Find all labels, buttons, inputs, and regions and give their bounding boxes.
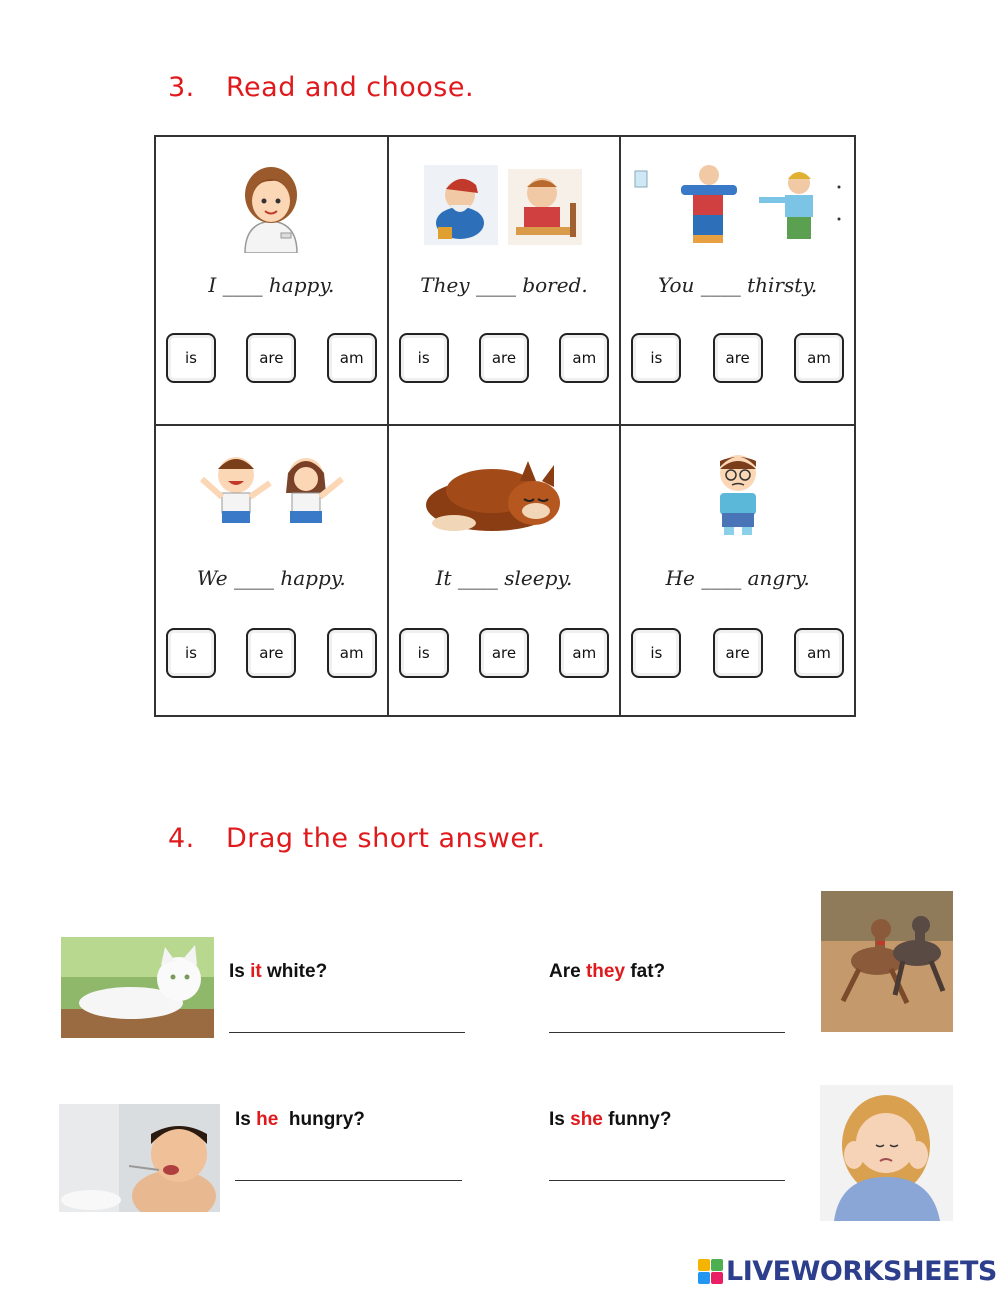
option-am[interactable]: am (794, 628, 844, 678)
option-am[interactable]: am (794, 333, 844, 383)
sentence-6: He ____ angry. (665, 566, 810, 590)
question-1-pre: Is (229, 961, 251, 982)
exercise-cell-1 (156, 137, 389, 426)
section-4-title: Drag the short answer. (226, 823, 546, 854)
question-4-pronoun: she (570, 1109, 603, 1130)
answer-field-2[interactable] (549, 1006, 785, 1033)
bored-kids-icon (389, 155, 620, 255)
sentence-5: It ____ sleepy. (435, 566, 573, 590)
option-is[interactable]: is (399, 333, 449, 383)
option-am[interactable]: am (327, 628, 377, 678)
section-3-number: 3. (168, 72, 195, 103)
question-3-pre: Is (235, 1109, 257, 1130)
sentence-3: You ____ thirsty. (658, 273, 818, 297)
option-am[interactable]: am (559, 333, 609, 383)
option-are[interactable]: are (713, 628, 763, 678)
exercise-cell-5 (389, 426, 622, 715)
sleepy-dog-icon (389, 444, 620, 544)
question-1-pronoun: it (250, 961, 262, 982)
option-is[interactable]: is (166, 333, 216, 383)
logo-square-l (698, 1259, 710, 1271)
options-row-3 (631, 333, 844, 383)
option-are[interactable]: are (479, 333, 529, 383)
question-2 (549, 961, 665, 983)
white-cat-photo (61, 937, 214, 1038)
logo-text: LIVEWORKSHEETS (726, 1256, 997, 1287)
nurse-girl-icon (156, 155, 387, 255)
options-row-4 (166, 628, 377, 678)
exercise-cell-4 (156, 426, 389, 715)
grumpy-girl-photo (820, 1085, 953, 1221)
option-is[interactable]: is (399, 628, 449, 678)
option-is[interactable]: is (166, 628, 216, 678)
option-are[interactable]: are (246, 628, 296, 678)
exercise-cell-2 (389, 137, 622, 426)
happy-kids-icon (156, 444, 387, 544)
logo-square-i (711, 1259, 723, 1271)
question-2-pronoun: they (585, 961, 626, 982)
option-is[interactable]: is (631, 628, 681, 678)
section-3-title: Read and choose. (226, 72, 475, 103)
read-and-choose-grid (154, 135, 856, 717)
question-1-post: white? (261, 961, 328, 982)
options-row-2 (399, 333, 610, 383)
liveworksheets-logo (698, 1256, 997, 1287)
options-row-6 (631, 628, 844, 678)
option-are[interactable]: are (713, 333, 763, 383)
options-row-1 (166, 333, 377, 383)
option-are[interactable]: are (479, 628, 529, 678)
answer-field-3[interactable] (235, 1154, 462, 1181)
question-1 (229, 961, 327, 983)
thirsty-kids-icon (621, 155, 854, 255)
option-am[interactable]: am (327, 333, 377, 383)
question-3-post: hungry? (278, 1109, 365, 1130)
question-4-pre: Is (549, 1109, 571, 1130)
logo-square-e (711, 1272, 723, 1284)
liveworksheets-logo-icon (698, 1259, 723, 1284)
answer-field-1[interactable] (229, 1006, 465, 1033)
option-is[interactable]: is (631, 333, 681, 383)
exercise-cell-6 (621, 426, 854, 715)
question-4-post: funny? (602, 1109, 672, 1130)
question-3 (235, 1109, 365, 1131)
eating-boy-photo (59, 1104, 220, 1212)
section-3-heading (168, 72, 474, 103)
question-2-pre: Are (549, 961, 586, 982)
option-am[interactable]: am (559, 628, 609, 678)
exercise-cell-3 (621, 137, 854, 426)
question-2-post: fat? (625, 961, 666, 982)
section-4-heading (168, 823, 546, 854)
logo-square-v (698, 1272, 710, 1284)
sentence-4: We ____ happy. (196, 566, 346, 590)
options-row-5 (399, 628, 610, 678)
question-4 (549, 1109, 671, 1131)
sentence-2: They ____ bored. (420, 273, 588, 297)
section-4-number: 4. (168, 823, 195, 854)
angry-boy-icon (621, 444, 854, 544)
running-dogs-photo (821, 891, 953, 1032)
sentence-1: I ____ happy. (208, 273, 335, 297)
option-are[interactable]: are (246, 333, 296, 383)
answer-field-4[interactable] (549, 1154, 785, 1181)
question-3-pronoun: he (256, 1109, 279, 1130)
